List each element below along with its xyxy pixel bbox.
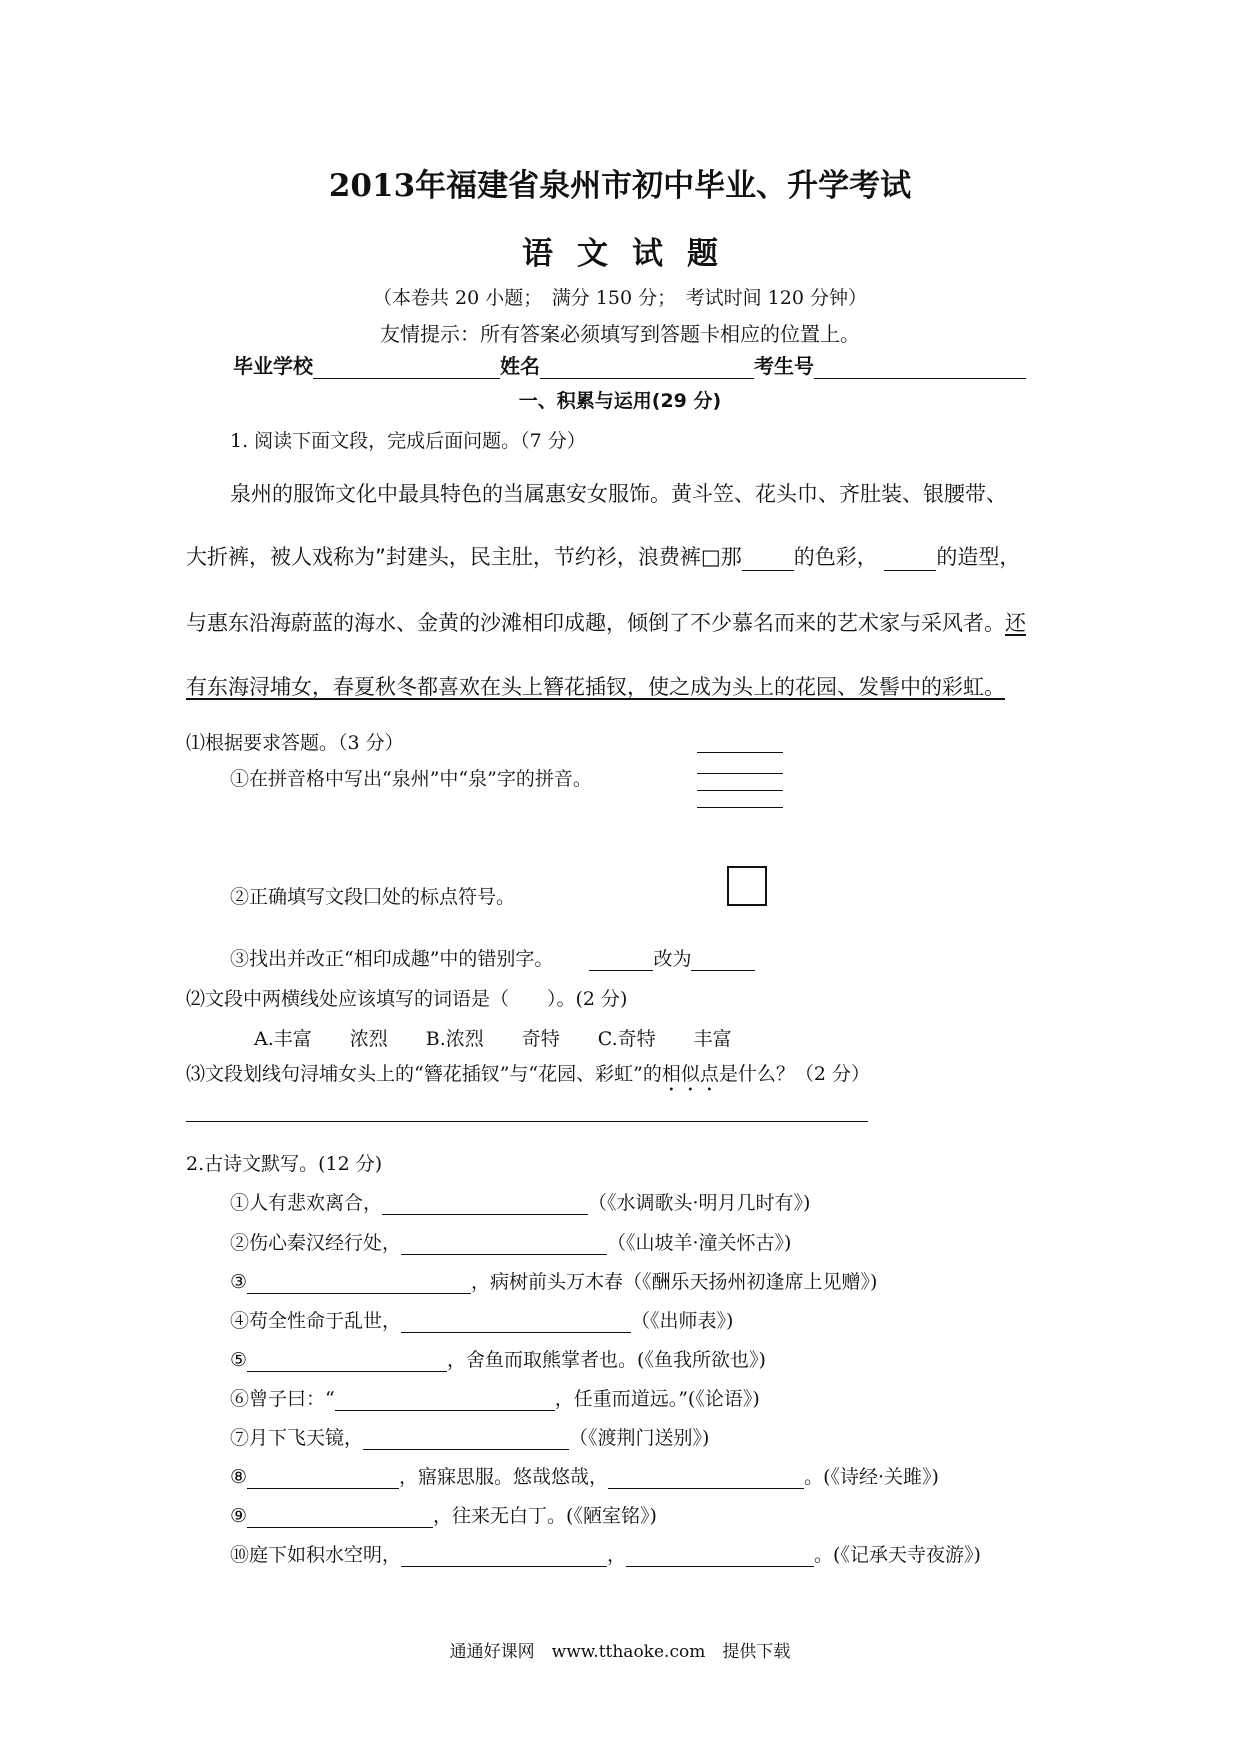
pinyin-grid-line-1 — [697, 752, 783, 753]
school-label: 毕业学校 — [233, 354, 313, 378]
recite-source: （《渡荆门送别》) — [569, 1427, 710, 1449]
number-blank[interactable] — [814, 358, 1026, 379]
recite-source: （《山坡羊·潼关怀古》) — [607, 1232, 792, 1254]
recite-source: ，舍鱼而取熊掌者也。(《鱼我所欲也》) — [447, 1349, 766, 1371]
passage-line-3-text: 与惠东沿海蔚蓝的海水、金黄的沙滩相印成趣，倾倒了不少慕名而来的艺术家与采风者。 — [186, 611, 1005, 635]
recite-blank[interactable] — [626, 1546, 814, 1567]
recite-blank[interactable] — [247, 1468, 399, 1489]
name-label: 姓名 — [500, 354, 540, 378]
pinyin-grid-line-2 — [697, 773, 783, 774]
recite-text: ①人有悲欢离合， — [230, 1192, 383, 1214]
recite-source: （《出师表》) — [631, 1310, 734, 1332]
candidate-info-row — [233, 350, 1026, 379]
recite-line-3 — [230, 1267, 877, 1294]
passage-line-3 — [186, 607, 1026, 637]
recite-text: ⑧ — [230, 1466, 248, 1488]
sub-question-1: ⑴根据要求答题。（3 分） — [186, 732, 404, 754]
question-2-stem: 2.古诗文默写。(12 分) — [186, 1153, 383, 1175]
recite-blank[interactable] — [335, 1390, 555, 1411]
recite-source: （《水调歌头·明月几时有》) — [588, 1192, 811, 1214]
recite-line-7 — [230, 1423, 709, 1450]
wrong-char-blank[interactable] — [589, 950, 653, 971]
recite-line-1 — [230, 1188, 810, 1215]
sub-question-1c — [230, 944, 755, 971]
recite-line-10 — [230, 1540, 981, 1567]
recite-source: ，病树前头万木春（《酬乐天扬州初逢席上见赠》) — [471, 1271, 878, 1293]
friendly-tip: 友情提示：所有答案必须填写到答题卡相应的位置上。 — [380, 322, 860, 346]
passage-line-4-underlined: 有东海浔埔女，春夏秋冬都喜欢在头上簪花插钗，使之成为头上的花园、发髻中的彩虹。 — [186, 675, 1005, 699]
recite-source: 。(《记承天寺夜游》) — [814, 1544, 981, 1566]
pinyin-grid-line-3 — [697, 790, 783, 791]
change-to-label: 改为 — [653, 948, 692, 970]
recite-blank[interactable] — [401, 1546, 607, 1567]
passage-underlined-start: 还 — [1005, 611, 1026, 635]
recite-line-5 — [230, 1345, 766, 1372]
recite-text: ③ — [230, 1271, 248, 1293]
passage-line-2-text: 大折裤，被人戏称为”封建头，民主肚，节约衫，浪费裤□那 — [186, 545, 742, 569]
recite-text: ④苟全性命于乱世， — [230, 1310, 402, 1332]
recite-text: ⑨ — [230, 1505, 248, 1527]
recite-line-6 — [230, 1384, 760, 1411]
emphasized-words: 相似点 — [661, 1063, 719, 1085]
passage-line-2-mid: 的色彩， — [793, 545, 878, 569]
sub-question-3-text: ⑶文段划线句浔埔女头上的“簪花插钗”与“花园、彩虹”的 — [186, 1063, 662, 1085]
recite-text: ⑩庭下如积水空明， — [230, 1544, 402, 1566]
sub-question-1a: ①在拼音格中写出“泉州”中“泉”字的拼音。 — [230, 768, 592, 790]
recite-blank[interactable] — [247, 1273, 471, 1294]
name-blank[interactable] — [540, 358, 754, 379]
number-label: 考生号 — [754, 354, 814, 378]
recite-text: ⑦月下飞天镜， — [230, 1427, 364, 1449]
punctuation-answer-box[interactable] — [727, 866, 767, 906]
sub-question-3-end: 是什么？（2 分） — [718, 1063, 871, 1085]
passage-line-1: 泉州的服饰文化中最具特色的当属惠安女服饰。黄斗笠、花头巾、齐肚装、银腰带、 — [230, 482, 1007, 506]
recite-blank[interactable] — [608, 1468, 804, 1489]
question-1-stem: 1. 阅读下面文段，完成后面问题。（7 分） — [230, 430, 586, 452]
exam-title: 2013年福建省泉州市初中毕业、升学考试 — [328, 168, 912, 204]
recite-text: ②伤心秦汉经行处， — [230, 1232, 402, 1254]
answer-line-3[interactable] — [186, 1121, 868, 1122]
page-footer: 通通好课网 www.tthaoke.com 提供下载 — [449, 1642, 791, 1662]
recite-blank[interactable] — [247, 1351, 447, 1372]
section-heading: 一、积累与运用(29 分) — [518, 390, 722, 412]
exam-info: （本卷共 20 小题； 满分 150 分； 考试时间 120 分钟） — [373, 287, 867, 309]
recite-text: ⑥曾子曰：“ — [230, 1388, 335, 1410]
recite-text-mid: ， — [607, 1544, 627, 1566]
recite-line-2 — [230, 1228, 791, 1255]
recite-blank[interactable] — [382, 1194, 588, 1215]
passage-line-2-end: 的造型， — [936, 545, 1021, 569]
recite-blank[interactable] — [401, 1312, 631, 1333]
passage-line-2 — [186, 541, 1020, 571]
sub-question-1b: ②正确填写文段囗处的标点符号。 — [230, 886, 516, 908]
sub-question-2: ⑵文段中两横线处应该填写的词语是（ ）。(2 分) — [186, 988, 628, 1010]
recite-line-8 — [230, 1462, 939, 1489]
recite-blank[interactable] — [247, 1507, 433, 1528]
recite-text-mid: ，寤寐思服。悠哉悠哉， — [399, 1466, 609, 1488]
recite-blank[interactable] — [401, 1234, 607, 1255]
recite-line-4 — [230, 1306, 733, 1333]
recite-source: ，任重而道远。”(《论语》) — [554, 1388, 760, 1410]
sub-question-1c-text: ③找出并改正“相印成趣”中的错别字。 — [230, 948, 554, 970]
recite-source: 。(《诗经·关雎》) — [804, 1466, 939, 1488]
passage-blank-1[interactable] — [742, 550, 794, 571]
correct-char-blank[interactable] — [691, 950, 755, 971]
sub-question-3 — [186, 1059, 870, 1096]
recite-source: ，往来无白丁。(《陋室铭》) — [433, 1505, 657, 1527]
recite-blank[interactable] — [363, 1429, 569, 1450]
sub-question-2-options: A.丰富 浓烈 B.浓烈 奇特 C.奇特 丰富 — [254, 1028, 732, 1050]
recite-text: ⑤ — [230, 1349, 248, 1371]
exam-subtitle: 语文试题 — [522, 236, 742, 272]
passage-blank-2[interactable] — [884, 550, 936, 571]
recite-line-9 — [230, 1501, 657, 1528]
school-blank[interactable] — [313, 358, 500, 379]
pinyin-grid-line-4 — [697, 807, 783, 808]
